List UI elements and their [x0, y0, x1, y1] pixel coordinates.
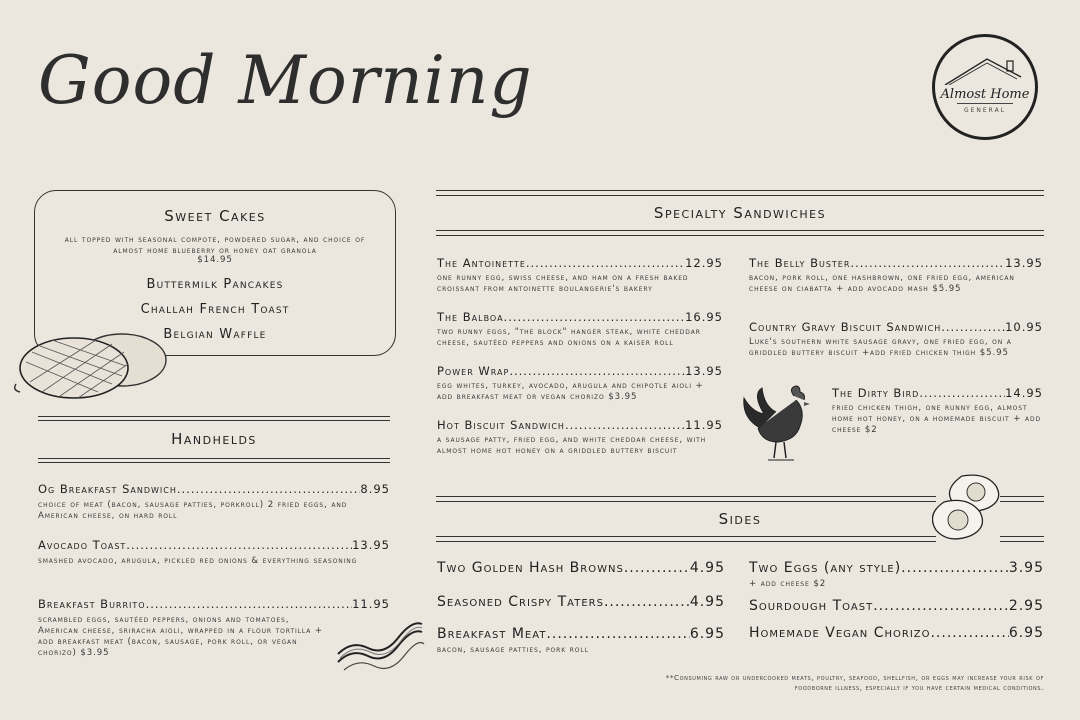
item-name: Power Wrap — [437, 364, 510, 378]
item-desc: bacon, pork roll, one hashbrown, one fried egg, american cheese on ciabatta + add avocado mash $5.95 — [749, 273, 1015, 294]
side-item — [749, 625, 1044, 641]
handheld-item — [38, 482, 390, 522]
item-desc: choice of meat (bacon, sausage patties, porkroll) 2 fried eggs, and American cheese, on hard roll — [38, 500, 348, 521]
item-price: 8.95 — [360, 482, 390, 496]
specialty-item — [749, 320, 1043, 359]
item-desc: bacon, sausage patties, pork roll — [437, 645, 589, 655]
item-price: 13.95 — [685, 364, 723, 378]
dot-leader — [930, 625, 1008, 641]
item-name: The Balboa — [437, 310, 504, 324]
dot-leader — [624, 560, 690, 576]
logo-divider — [957, 103, 1013, 104]
sweet-cakes-price: $14.95 — [197, 255, 233, 265]
cake-item: Buttermilk Pancakes — [146, 277, 284, 292]
item-name: Hot Biscuit Sandwich — [437, 418, 565, 432]
sides-rule-top-right2 — [1000, 501, 1044, 502]
side-item — [437, 594, 725, 610]
dot-leader — [146, 597, 352, 611]
dot-leader — [901, 560, 1009, 576]
item-name: The Belly Buster — [749, 256, 851, 270]
sides-rule-top — [436, 496, 936, 497]
dot-leader — [126, 538, 352, 552]
item-name: Breakfast Burrito — [38, 597, 146, 611]
side-item — [437, 626, 725, 656]
item-desc: scrambled eggs, sautéed peppers, onions and tomatoes, American cheese, sriracha aioli, wrapped in a flour tortilla + add breakfast meat (bacon, sausage, pork roll, or vegan chorizo) $3.95 — [38, 615, 324, 658]
sweet-cakes-desc: all topped with seasonal compote, powdered sugar, and choice of almost home blueberry or honey oat granola — [64, 235, 366, 256]
specialty-rule-top — [436, 190, 1044, 191]
house-roof-icon — [935, 45, 1035, 85]
item-price: 13.95 — [1005, 256, 1043, 270]
item-price: 6.95 — [689, 626, 725, 642]
item-desc: smashed avocado, arugula, pickled red onions & everything seasoning — [38, 556, 358, 566]
specialty-heading: Specialty Sandwiches — [653, 204, 827, 222]
item-name: Og Breakfast Sandwich — [38, 482, 177, 496]
dot-leader — [509, 364, 685, 378]
cake-item: Belgian Waffle — [163, 327, 267, 342]
item-name: Breakfast Meat — [437, 626, 547, 642]
rooster-illustration-icon — [738, 384, 824, 464]
sides-rule-top-right — [1000, 496, 1044, 497]
sides-rule-bottom-right2 — [1000, 541, 1044, 542]
item-desc: Luke's southern white sausage gravy, one fried egg, on a griddled buttery biscuit +add fried chicken thigh $5.95 — [749, 337, 1012, 358]
dot-leader — [873, 598, 1009, 614]
side-item — [749, 560, 1044, 590]
item-price: 11.95 — [352, 597, 390, 611]
item-desc: two runny eggs, "the block" hanger steak, white cheddar cheese, sautéed peppers and onions on a kaiser roll — [437, 327, 701, 348]
specialty-item — [437, 418, 723, 457]
item-name: Two Eggs (any style) — [749, 560, 902, 576]
side-item — [749, 598, 1044, 614]
sweet-cakes-heading: Sweet Cakes — [164, 207, 266, 225]
specialty-item — [437, 364, 723, 403]
almost-home-logo — [932, 34, 1038, 140]
item-price: 13.95 — [352, 538, 390, 552]
handhelds-rule-top2 — [38, 420, 390, 421]
sides-rule-top2 — [436, 501, 936, 502]
item-name: Sourdough Toast — [749, 598, 874, 614]
item-price: 14.95 — [1005, 386, 1043, 400]
specialty-item — [832, 386, 1043, 436]
item-name: The Antoinette — [437, 256, 526, 270]
logo-subtitle: GENERAL — [963, 107, 1007, 114]
item-price: 4.95 — [689, 594, 725, 610]
specialty-item — [437, 310, 723, 349]
dot-leader — [604, 594, 690, 610]
item-desc: egg whites, turkey, avocado, arugula and chipotle aioli + add breakfast meat or vegan chorizo $3.95 — [437, 381, 704, 402]
cake-item: Challah French Toast — [140, 302, 290, 317]
item-desc: a sausage patty, fried egg, and white cheddar cheese, with almost home hot honey on a griddled buttery biscuit — [437, 435, 707, 456]
dot-leader — [919, 386, 1005, 400]
item-price: 11.95 — [685, 418, 723, 432]
specialty-rule-bottom — [436, 230, 1044, 231]
dot-leader — [504, 310, 686, 324]
item-price: 10.95 — [1005, 320, 1043, 334]
item-price: 12.95 — [685, 256, 723, 270]
specialty-item — [437, 256, 723, 295]
item-name: Avocado Toast — [38, 538, 127, 552]
item-price: 2.95 — [1008, 598, 1044, 614]
item-price: 6.95 — [1008, 625, 1044, 641]
item-name: Country Gravy Biscuit Sandwich — [749, 320, 942, 334]
food-safety-disclaimer: **Consuming raw or undercooked meats, poultry, seafood, shellfish, or eggs may increase your risk of foodborne illness, especially if you have certain medical conditions. — [665, 673, 1044, 692]
dot-leader — [941, 320, 1005, 334]
dot-leader — [850, 256, 1005, 270]
item-name: Two Golden Hash Browns — [437, 560, 624, 576]
item-desc: fried chicken thigh, one runny egg, almost home hot honey, on a homemade biscuit + add cheese $2 — [832, 403, 1042, 435]
item-desc: one runny egg, swiss cheese, and ham on a fresh baked croissant from antoinette boulangerie's bakery — [437, 273, 689, 294]
bacon-illustration-icon — [334, 620, 426, 672]
item-name: The Dirty Bird — [832, 386, 920, 400]
sides-rule-bottom-right — [1000, 536, 1044, 537]
handhelds-rule-bottom — [38, 458, 390, 459]
specialty-rule-bottom2 — [436, 235, 1044, 236]
side-item — [437, 560, 725, 576]
page-title: Good Morning — [38, 42, 533, 119]
handhelds-heading: Handhelds — [171, 430, 257, 448]
item-price: 3.95 — [1008, 560, 1044, 576]
item-name: Homemade Vegan Chorizo — [749, 625, 931, 641]
item-name: Seasoned Crispy Taters — [437, 594, 604, 610]
sides-rule-bottom2 — [436, 541, 936, 542]
dot-leader — [565, 418, 685, 432]
specialty-rule-top2 — [436, 195, 1044, 196]
item-price: 16.95 — [685, 310, 723, 324]
logo-name: Almost Home — [940, 87, 1030, 102]
handheld-item — [38, 538, 390, 567]
handhelds-rule-top — [38, 416, 390, 417]
item-desc: + add cheese $2 — [749, 579, 827, 589]
specialty-item — [749, 256, 1043, 295]
dot-leader — [526, 256, 685, 270]
sides-heading: Sides — [718, 510, 762, 528]
sides-rule-bottom — [436, 536, 936, 537]
handhelds-rule-bottom2 — [38, 462, 390, 463]
dot-leader — [546, 626, 689, 642]
item-price: 4.95 — [689, 560, 725, 576]
waffle-illustration-icon — [12, 322, 168, 402]
fried-eggs-illustration-icon — [932, 472, 1042, 544]
dot-leader — [177, 482, 361, 496]
